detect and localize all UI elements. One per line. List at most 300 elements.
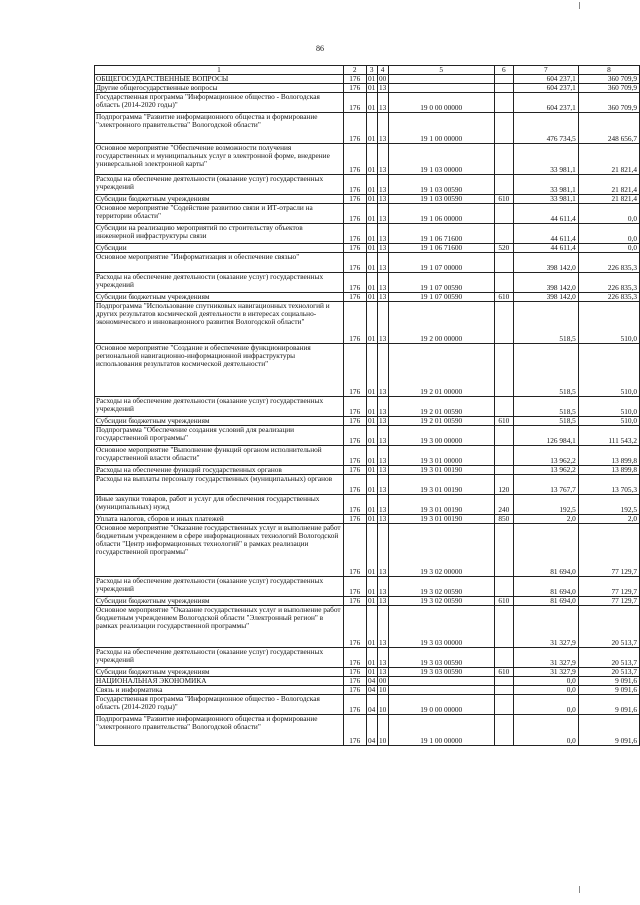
admin-code-cell: 176 [343, 344, 366, 397]
expense-type-cell [494, 466, 513, 475]
description-cell: Подпрограмма "Обеспечение создания условий для реализации государственной программы" [95, 426, 344, 446]
description-cell: Субсидии [95, 244, 344, 253]
amount-plan-cell: 0,0 [513, 677, 578, 686]
section-cell: 04 [368, 676, 376, 686]
amount-actual-cell: 77 129,7 [578, 577, 639, 597]
amount-actual-cell: 2,0 [578, 515, 639, 524]
target-article-cell: 19 0 00 00000 [388, 695, 494, 715]
amount-plan-cell: 398 142,0 [513, 253, 578, 273]
admin-code-cell: 176 [343, 524, 366, 577]
description-cell: Субсидии бюджетным учреждениям [95, 195, 344, 204]
description-cell: Уплата налогов, сборов и иных платежей [95, 515, 344, 524]
admin-code-cell: 176 [343, 715, 366, 746]
table-row [95, 293, 640, 302]
subsection-cell: 13 [377, 648, 388, 668]
table-row [95, 93, 640, 113]
table-row [95, 175, 640, 195]
admin-code-cell: 176 [343, 75, 366, 84]
expense-type-cell: 610 [494, 417, 513, 426]
amount-plan-cell: 33 981,1 [513, 195, 578, 204]
section-cell: 01 [366, 253, 377, 273]
subsection-cell: 13 [378, 416, 387, 426]
amount-actual-cell: 77 129,7 [578, 597, 639, 606]
target-article-cell: 19 3 01 00000 [388, 446, 494, 466]
amount-plan-cell: 31 327,9 [513, 648, 578, 668]
amount-actual-cell: 21 821,4 [578, 144, 639, 175]
target-article-cell: 19 1 06 71600 [388, 224, 494, 244]
admin-code-cell: 176 [343, 253, 366, 273]
table-row [95, 715, 640, 746]
admin-code-cell: 176 [343, 668, 366, 677]
amount-actual-cell: 360 709,9 [578, 93, 639, 113]
expense-type-cell [494, 224, 513, 244]
target-article-cell: 19 1 07 00590 [388, 273, 494, 293]
description-cell: Расходы на обеспечение функций государственных органов [95, 466, 344, 475]
description-cell: Подпрограмма "Развитие информационного общества и формирование "электронного правительства" Вологодской области" [95, 715, 344, 746]
target-article-cell [388, 677, 494, 686]
admin-code-cell: 176 [343, 224, 366, 244]
section-cell: 01 [366, 224, 377, 244]
table-row [95, 577, 640, 597]
section-cell: 01 [366, 524, 377, 577]
expense-type-cell: 610 [494, 597, 513, 606]
subsection-cell: 13 [377, 204, 388, 224]
scan-mark [579, 2, 580, 9]
admin-code-cell: 176 [343, 397, 366, 417]
expense-type-cell [494, 577, 513, 597]
target-article-cell: 19 1 03 00590 [388, 175, 494, 195]
amount-plan-cell: 518,5 [513, 417, 578, 426]
subsection-cell: 13 [377, 113, 388, 144]
admin-code-cell: 176 [343, 495, 366, 515]
expense-type-cell [494, 715, 513, 746]
section-cell: 01 [366, 577, 377, 597]
admin-code-cell: 176 [343, 195, 366, 204]
amount-actual-cell: 248 656,7 [578, 113, 639, 144]
amount-actual-cell: 510,0 [578, 302, 639, 344]
amount-actual-cell: 21 821,4 [578, 175, 639, 195]
amount-actual-cell: 77 129,7 [578, 524, 639, 577]
description-cell: Субсидии бюджетным учреждениям [95, 597, 344, 606]
header-cell: 8 [578, 66, 639, 75]
admin-code-cell: 176 [343, 577, 366, 597]
amount-actual-cell: 9 091,6 [578, 695, 639, 715]
description-cell: Основное мероприятие "Оказание государственных услуг и выполнение работ бюджетным учреждением в сфере информационных технологий Вологодской области "Центр информационных технологий" в рамках реализации государственной программы" [95, 524, 344, 577]
expense-type-cell [494, 426, 513, 446]
amount-plan-cell: 81 694,0 [513, 524, 578, 577]
amount-plan-cell: 13 962,2 [513, 446, 578, 466]
scan-mark [579, 886, 580, 893]
admin-code-cell: 176 [343, 302, 366, 344]
amount-plan-cell: 44 611,4 [513, 244, 578, 253]
admin-code-cell: 176 [343, 606, 366, 648]
subsection-cell: 13 [377, 344, 388, 397]
description-cell: Расходы на обеспечение деятельности (оказание услуг) государственных учреждений [95, 273, 344, 293]
subsection-cell: 13 [377, 224, 388, 244]
section-cell: 01 [366, 175, 377, 195]
amount-actual-cell: 9 091,6 [578, 686, 639, 695]
table-row [95, 344, 640, 397]
amount-plan-cell: 604 237,1 [513, 93, 578, 113]
section-cell: 01 [368, 83, 376, 93]
subsection-cell: 13 [377, 475, 388, 495]
target-article-cell: 19 1 07 00590 [388, 293, 494, 302]
admin-code-cell: 176 [343, 244, 366, 253]
subsection-cell: 13 [377, 175, 388, 195]
amount-plan-cell: 126 984,1 [513, 426, 578, 446]
table-row [95, 515, 640, 524]
subsection-cell: 10 [378, 685, 387, 695]
description-cell: Расходы на обеспечение деятельности (оказание услуг) государственных учреждений [95, 577, 344, 597]
section-cell: 01 [366, 397, 377, 417]
amount-plan-cell: 2,0 [513, 515, 578, 524]
target-article-cell: 19 3 03 00590 [388, 668, 494, 677]
section-cell: 01 [366, 113, 377, 144]
table-row [95, 302, 640, 344]
description-cell: Субсидии на реализацию мероприятий по строительству объектов инженерной инфраструктуры связи [95, 224, 344, 244]
admin-code-cell: 176 [343, 417, 366, 426]
amount-actual-cell: 0,0 [578, 204, 639, 224]
expense-type-cell [494, 677, 513, 686]
amount-plan-cell: 604 237,1 [513, 75, 578, 84]
subsection-cell: 13 [377, 495, 388, 515]
admin-code-cell: 176 [343, 204, 366, 224]
header-cell: 5 [388, 66, 494, 75]
amount-actual-cell: 111 543,2 [578, 426, 639, 446]
amount-plan-cell: 0,0 [513, 686, 578, 695]
description-cell: Основное мероприятие "Информатизация и обеспечение связью" [95, 253, 344, 273]
table-row [95, 524, 640, 577]
section-cell: 01 [366, 204, 377, 224]
subsection-cell: 00 [378, 74, 387, 84]
amount-actual-cell: 192,5 [578, 495, 639, 515]
table-row [95, 253, 640, 273]
description-cell: Иные закупки товаров, работ и услуг для обеспечения государственных (муниципальных) нужд [95, 495, 344, 515]
table-row [95, 273, 640, 293]
admin-code-cell: 176 [343, 93, 366, 113]
description-cell: Расходы на обеспечение деятельности (оказание услуг) государственных учреждений [95, 175, 344, 195]
description-cell: Подпрограмма "Развитие информационного общества и формирование "электронного правительства" Вологодской области" [95, 113, 344, 144]
expense-type-cell [494, 273, 513, 293]
admin-code-cell: 176 [343, 84, 366, 93]
amount-plan-cell: 398 142,0 [513, 273, 578, 293]
table-row [95, 606, 640, 648]
header-cell: 4 [377, 66, 388, 75]
subsection-cell: 13 [377, 397, 388, 417]
expense-type-cell [494, 84, 513, 93]
expense-type-cell: 610 [494, 293, 513, 302]
amount-actual-cell: 13 705,3 [578, 475, 639, 495]
description-cell: Основное мероприятие "Выполнение функций органом исполнительной государственной власти области" [95, 446, 344, 466]
section-cell: 01 [368, 667, 376, 677]
subsection-cell: 13 [377, 606, 388, 648]
admin-code-cell: 176 [343, 648, 366, 668]
table-row [95, 75, 640, 84]
amount-actual-cell: 20 513,7 [578, 648, 639, 668]
section-cell: 01 [366, 344, 377, 397]
amount-actual-cell: 226 835,3 [578, 293, 639, 302]
table-row [95, 695, 640, 715]
table-row [95, 648, 640, 668]
amount-actual-cell: 510,0 [578, 417, 639, 426]
admin-code-cell: 176 [343, 113, 366, 144]
section-cell: 01 [366, 495, 377, 515]
section-cell: 01 [368, 514, 376, 524]
expense-type-cell [494, 524, 513, 577]
amount-actual-cell: 9 091,6 [578, 677, 639, 686]
description-cell: Основное мероприятие "Обеспечение возможности получения государственных и муниципальных услуг в электронной форме, внедрение универсальной электронной карты" [95, 144, 344, 175]
target-article-cell: 19 3 01 00190 [388, 466, 494, 475]
section-cell: 01 [366, 648, 377, 668]
amount-plan-cell: 33 981,1 [513, 175, 578, 195]
subsection-cell: 10 [377, 715, 388, 746]
admin-code-cell: 176 [343, 446, 366, 466]
description-cell: Основное мероприятие "Создание и обеспечение функционирования региональной навигационно-информационной инфраструктуры использования результатов космической деятельности" [95, 344, 344, 397]
target-article-cell: 19 2 01 00590 [388, 397, 494, 417]
subsection-cell: 00 [378, 676, 387, 686]
subsection-cell: 13 [378, 194, 387, 204]
subsection-cell: 13 [378, 292, 387, 302]
subsection-cell: 13 [377, 253, 388, 273]
amount-actual-cell: 13 899,8 [578, 446, 639, 466]
description-cell: Государственная программа "Информационное общество - Вологодская область (2014-2020 годы)" [95, 93, 344, 113]
expense-type-cell: 240 [494, 495, 513, 515]
amount-plan-cell: 13 767,7 [513, 475, 578, 495]
target-article-cell: 19 3 01 00190 [388, 475, 494, 495]
expense-type-cell [494, 695, 513, 715]
amount-plan-cell: 31 327,9 [513, 668, 578, 677]
target-article-cell: 19 3 02 00000 [388, 524, 494, 577]
header-cell: 7 [513, 66, 578, 75]
target-article-cell: 19 2 01 00590 [388, 417, 494, 426]
amount-actual-cell: 20 513,7 [578, 606, 639, 648]
table-row [95, 113, 640, 144]
expense-type-cell [494, 648, 513, 668]
section-cell: 01 [368, 292, 376, 302]
target-article-cell: 19 3 03 00590 [388, 648, 494, 668]
section-cell: 01 [368, 74, 376, 84]
target-article-cell [388, 75, 494, 84]
target-article-cell: 19 1 06 71600 [388, 244, 494, 253]
admin-code-cell: 176 [343, 426, 366, 446]
description-cell: ОБЩЕГОСУДАРСТВЕННЫЕ ВОПРОСЫ [95, 75, 344, 84]
section-cell: 01 [368, 416, 376, 426]
description-cell: Субсидии бюджетным учреждениям [95, 293, 344, 302]
table-row [95, 677, 640, 686]
table-row [95, 417, 640, 426]
amount-actual-cell: 226 835,3 [578, 253, 639, 273]
subsection-cell: 13 [378, 243, 387, 253]
section-cell: 01 [368, 465, 376, 475]
expense-type-cell [494, 93, 513, 113]
subsection-cell: 13 [377, 144, 388, 175]
description-cell: Субсидии бюджетным учреждениям [95, 668, 344, 677]
header-cell: 1 [95, 66, 344, 75]
expense-type-cell [494, 397, 513, 417]
target-article-cell: 19 1 07 00000 [388, 253, 494, 273]
admin-code-cell: 176 [343, 695, 366, 715]
description-cell: НАЦИОНАЛЬНАЯ ЭКОНОМИКА [95, 677, 344, 686]
expense-type-cell: 120 [494, 475, 513, 495]
subsection-cell: 13 [377, 302, 388, 344]
header-row [95, 66, 640, 75]
target-article-cell: 19 3 00 00000 [388, 426, 494, 446]
table-row [95, 466, 640, 475]
table-row [95, 597, 640, 606]
description-cell: Подпрограмма "Использование спутниковых навигационных технологий и других результатов космической деятельности в интересах социально-экономического и инновационного развития Вологодской области" [95, 302, 344, 344]
admin-code-cell: 176 [343, 677, 366, 686]
target-article-cell: 19 0 00 00000 [388, 93, 494, 113]
amount-actual-cell: 510,0 [578, 397, 639, 417]
table-row [95, 495, 640, 515]
amount-plan-cell: 518,5 [513, 344, 578, 397]
subsection-cell: 13 [378, 83, 387, 93]
expense-type-cell [494, 204, 513, 224]
expense-type-cell [494, 113, 513, 144]
description-cell: Связь и информатика [95, 686, 344, 695]
expense-type-cell: 520 [494, 244, 513, 253]
header-cell: 3 [366, 66, 377, 75]
section-cell: 04 [366, 715, 377, 746]
expense-type-cell [494, 302, 513, 344]
amount-actual-cell: 0,0 [578, 224, 639, 244]
subsection-cell: 13 [377, 273, 388, 293]
expense-type-cell [494, 253, 513, 273]
amount-plan-cell: 0,0 [513, 695, 578, 715]
amount-actual-cell: 21 821,4 [578, 195, 639, 204]
table-row [95, 397, 640, 417]
section-cell: 04 [366, 695, 377, 715]
amount-actual-cell: 0,0 [578, 244, 639, 253]
admin-code-cell: 176 [343, 466, 366, 475]
section-cell: 01 [366, 93, 377, 113]
expense-type-cell [494, 446, 513, 466]
admin-code-cell: 176 [343, 686, 366, 695]
subsection-cell: 13 [378, 465, 387, 475]
expense-type-cell: 610 [494, 668, 513, 677]
subsection-cell: 13 [378, 596, 387, 606]
amount-plan-cell: 398 142,0 [513, 293, 578, 302]
description-cell: Расходы на выплаты персоналу государственных (муниципальных) органов [95, 475, 344, 495]
target-article-cell: 19 3 01 00190 [388, 495, 494, 515]
expense-type-cell [494, 344, 513, 397]
expense-type-cell [494, 75, 513, 84]
section-cell: 01 [366, 273, 377, 293]
admin-code-cell: 176 [343, 293, 366, 302]
table-row [95, 446, 640, 466]
section-cell: 01 [366, 302, 377, 344]
admin-code-cell: 176 [343, 273, 366, 293]
amount-plan-cell: 44 611,4 [513, 204, 578, 224]
expense-type-cell [494, 144, 513, 175]
amount-actual-cell: 13 899,8 [578, 466, 639, 475]
amount-plan-cell: 604 237,1 [513, 84, 578, 93]
description-cell: Другие общегосударственные вопросы [95, 84, 344, 93]
description-cell: Государственная программа "Информационное общество - Вологодская область (2014-2020 годы)" [95, 695, 344, 715]
amount-plan-cell: 518,5 [513, 302, 578, 344]
expense-type-cell: 610 [494, 195, 513, 204]
target-article-cell: 19 2 01 00000 [388, 344, 494, 397]
section-cell: 04 [368, 685, 376, 695]
amount-plan-cell: 192,5 [513, 495, 578, 515]
subsection-cell: 13 [377, 446, 388, 466]
target-article-cell: 19 3 03 00000 [388, 606, 494, 648]
amount-plan-cell: 33 981,1 [513, 144, 578, 175]
admin-code-cell: 176 [343, 597, 366, 606]
subsection-cell: 13 [377, 93, 388, 113]
amount-actual-cell: 20 513,7 [578, 668, 639, 677]
target-article-cell [388, 686, 494, 695]
amount-plan-cell: 81 694,0 [513, 597, 578, 606]
description-cell: Основное мероприятие "Оказание государственных услуг и выполнение работ бюджетным учреждением Вологодской области "Электронный регион" в рамках реализации государственной программы" [95, 606, 344, 648]
target-article-cell: 19 2 00 00000 [388, 302, 494, 344]
table-row [95, 144, 640, 175]
table-row [95, 84, 640, 93]
target-article-cell [388, 84, 494, 93]
amount-actual-cell: 360 709,9 [578, 84, 639, 93]
description-cell: Расходы на обеспечение деятельности (оказание услуг) государственных учреждений [95, 397, 344, 417]
section-cell: 01 [368, 194, 376, 204]
amount-actual-cell: 9 091,6 [578, 715, 639, 746]
admin-code-cell: 176 [343, 515, 366, 524]
table-row [95, 204, 640, 224]
section-cell: 01 [366, 606, 377, 648]
subsection-cell: 13 [378, 667, 387, 677]
subsection-cell: 13 [378, 514, 387, 524]
amount-actual-cell: 226 835,3 [578, 273, 639, 293]
amount-plan-cell: 44 611,4 [513, 224, 578, 244]
subsection-cell: 13 [377, 426, 388, 446]
amount-plan-cell: 518,5 [513, 397, 578, 417]
amount-plan-cell: 81 694,0 [513, 577, 578, 597]
amount-plan-cell: 0,0 [513, 715, 578, 746]
target-article-cell: 19 1 00 00000 [388, 715, 494, 746]
table-row [95, 244, 640, 253]
section-cell: 01 [368, 243, 376, 253]
table-row [95, 224, 640, 244]
table-row [95, 195, 640, 204]
admin-code-cell: 176 [343, 475, 366, 495]
expense-type-cell [494, 606, 513, 648]
target-article-cell: 19 1 03 00000 [388, 144, 494, 175]
target-article-cell: 19 1 03 00590 [388, 195, 494, 204]
subsection-cell: 13 [377, 524, 388, 577]
page-number: 86 [316, 44, 324, 53]
header-cell: 6 [494, 66, 513, 75]
description-cell: Основное мероприятие "Содействие развитию связи и ИТ-отрасли на территории области" [95, 204, 344, 224]
section-cell: 01 [366, 475, 377, 495]
table-row [95, 686, 640, 695]
budget-table [94, 65, 640, 746]
expense-type-cell [494, 686, 513, 695]
section-cell: 01 [368, 596, 376, 606]
expense-type-cell [494, 175, 513, 195]
section-cell: 01 [366, 144, 377, 175]
expense-type-cell: 850 [494, 515, 513, 524]
table-row [95, 668, 640, 677]
amount-actual-cell: 510,0 [578, 344, 639, 397]
target-article-cell: 19 1 06 00000 [388, 204, 494, 224]
admin-code-cell: 176 [343, 175, 366, 195]
target-article-cell: 19 3 02 00590 [388, 577, 494, 597]
subsection-cell: 13 [377, 577, 388, 597]
description-cell: Расходы на обеспечение деятельности (оказание услуг) государственных учреждений [95, 648, 344, 668]
target-article-cell: 19 3 01 00190 [388, 515, 494, 524]
target-article-cell: 19 3 02 00590 [388, 597, 494, 606]
header-cell: 2 [343, 66, 366, 75]
section-cell: 01 [366, 446, 377, 466]
description-cell: Субсидии бюджетным учреждениям [95, 417, 344, 426]
